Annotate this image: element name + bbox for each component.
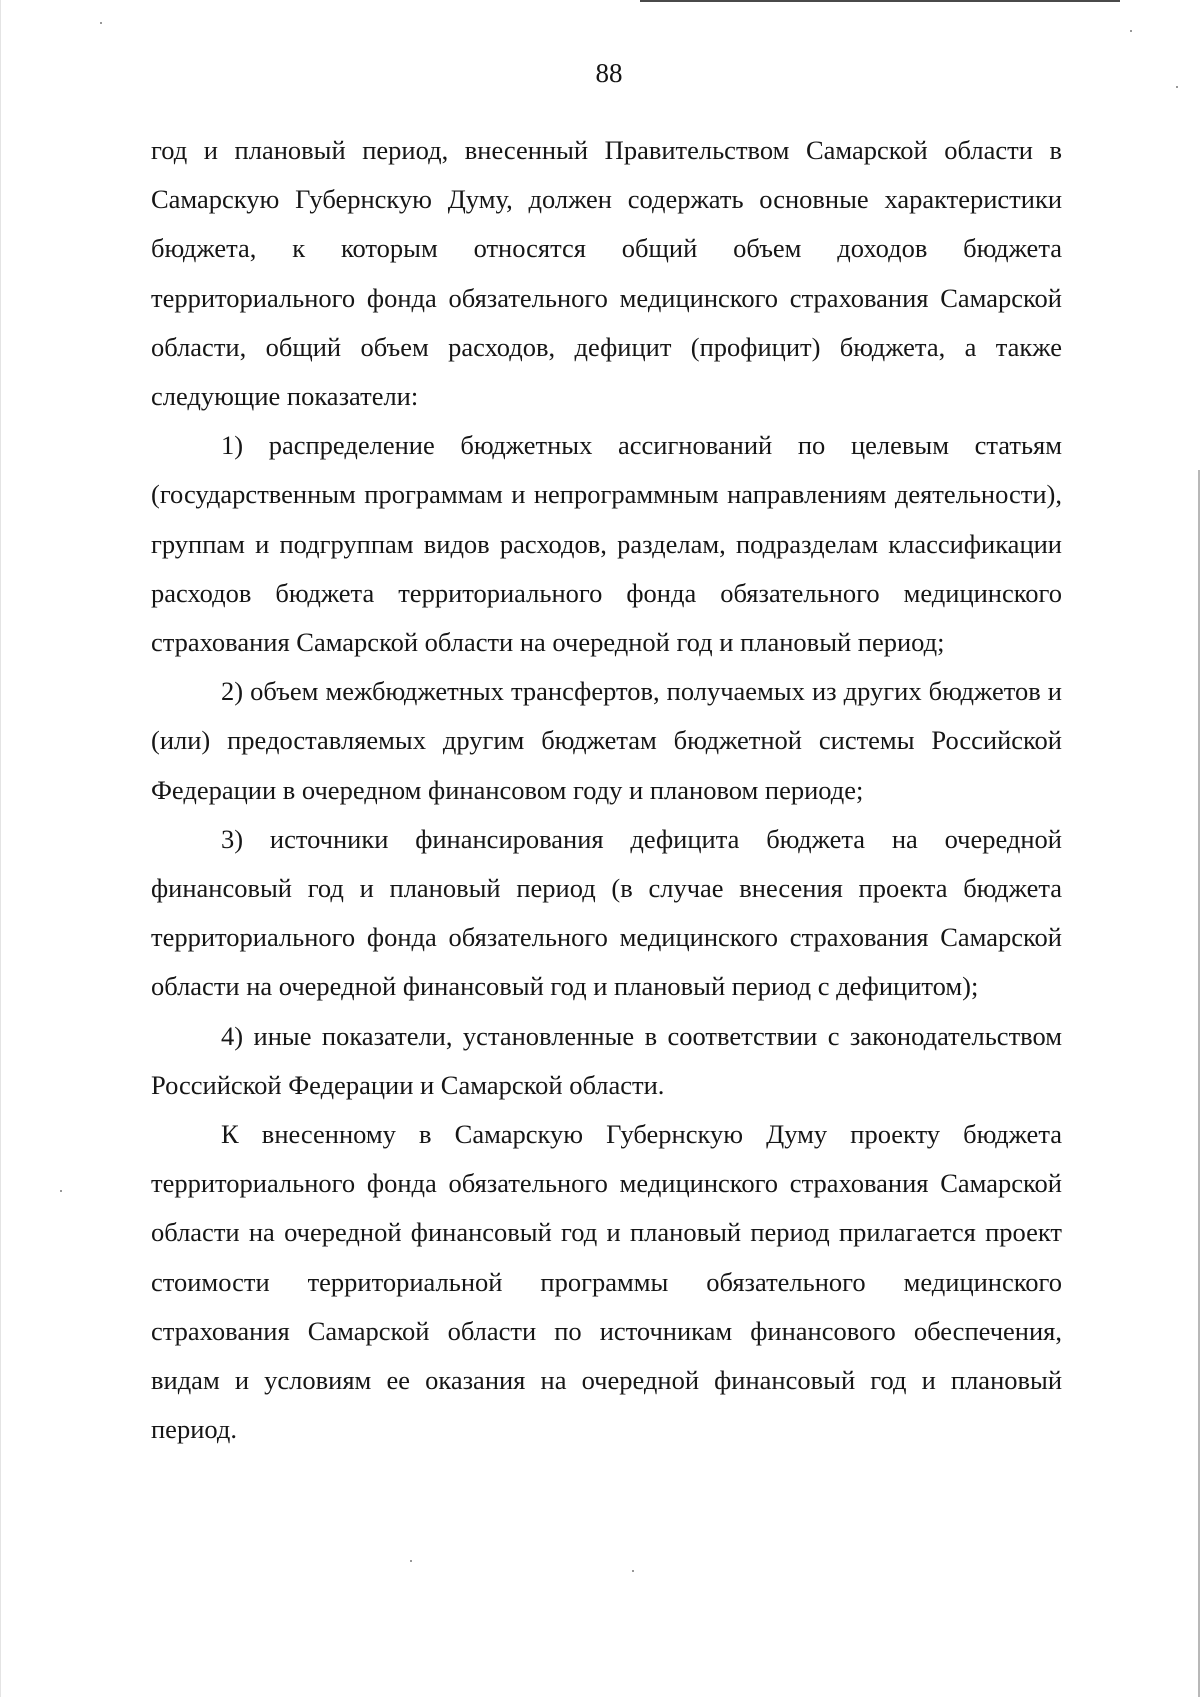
scan-speck (100, 22, 102, 24)
list-item-3-deficit-sources: 3) источники финансирования дефицита бюджета на очередной финансовый год и плановый период (в случае внесения проекта бюджета территориального фонда обязательного медицинского страхования Самарской области на очередной финансовый год и плановый период с дефицитом); (151, 823, 1062, 1002)
scan-speck (632, 1570, 634, 1572)
scan-frame-left-edge (0, 0, 1, 1697)
paragraph-budget-characteristics: год и плановый период, внесенный Правительством Самарской области в Самарскую Губернскую Думу, должен содержать основные характеристики бюджета, к которым относятся общий объем доходов бюджета территориального фонда обязательного медицинского страхования Самарской области, общий объем расходов, дефицит (профицит) бюджета, а также следующие показатели: (151, 135, 1062, 412)
list-item-4-other-indicators: 4) иные показатели, установленные в соответствии с законодательством Российской Федерации и Самарской области. (151, 1020, 1062, 1100)
paragraph-program-cost-attachment: К внесенному в Самарскую Губернскую Думу проекту бюджета территориального фонда обязательного медицинского страхования Самарской области на очередной финансовый год и плановый период прилагается проект стоимости территориальной программы обязательного медицинского страхования Самарской области по источникам финансового обеспечения, видам и условиям ее оказания на очередной финансовый год и плановый период. (151, 1119, 1062, 1445)
scan-frame-top-edge (640, 0, 1120, 2)
page-number: 88 (595, 58, 623, 88)
scan-speck (1130, 30, 1132, 32)
list-item-1-allocation: 1) распределение бюджетных ассигнований по целевым статьям (государственным программам и непрограммным направлениям деятельности), группам и подгруппам видов расходов, разделам, подразделам классификации расходов бюджета территориального фонда обязательного медицинского страхования Самарской области на очередной год и плановый период; (151, 430, 1062, 658)
document-body (151, 126, 1062, 1454)
list-item-2-transfers: 2) объем межбюджетных трансфертов, получаемых из других бюджетов и (или) предоставляемых другим бюджетам бюджетной системы Российской Федерации в очередном финансовом году и плановом периоде; (151, 676, 1062, 805)
scan-speck (410, 1560, 412, 1562)
scan-speck (60, 1190, 62, 1192)
